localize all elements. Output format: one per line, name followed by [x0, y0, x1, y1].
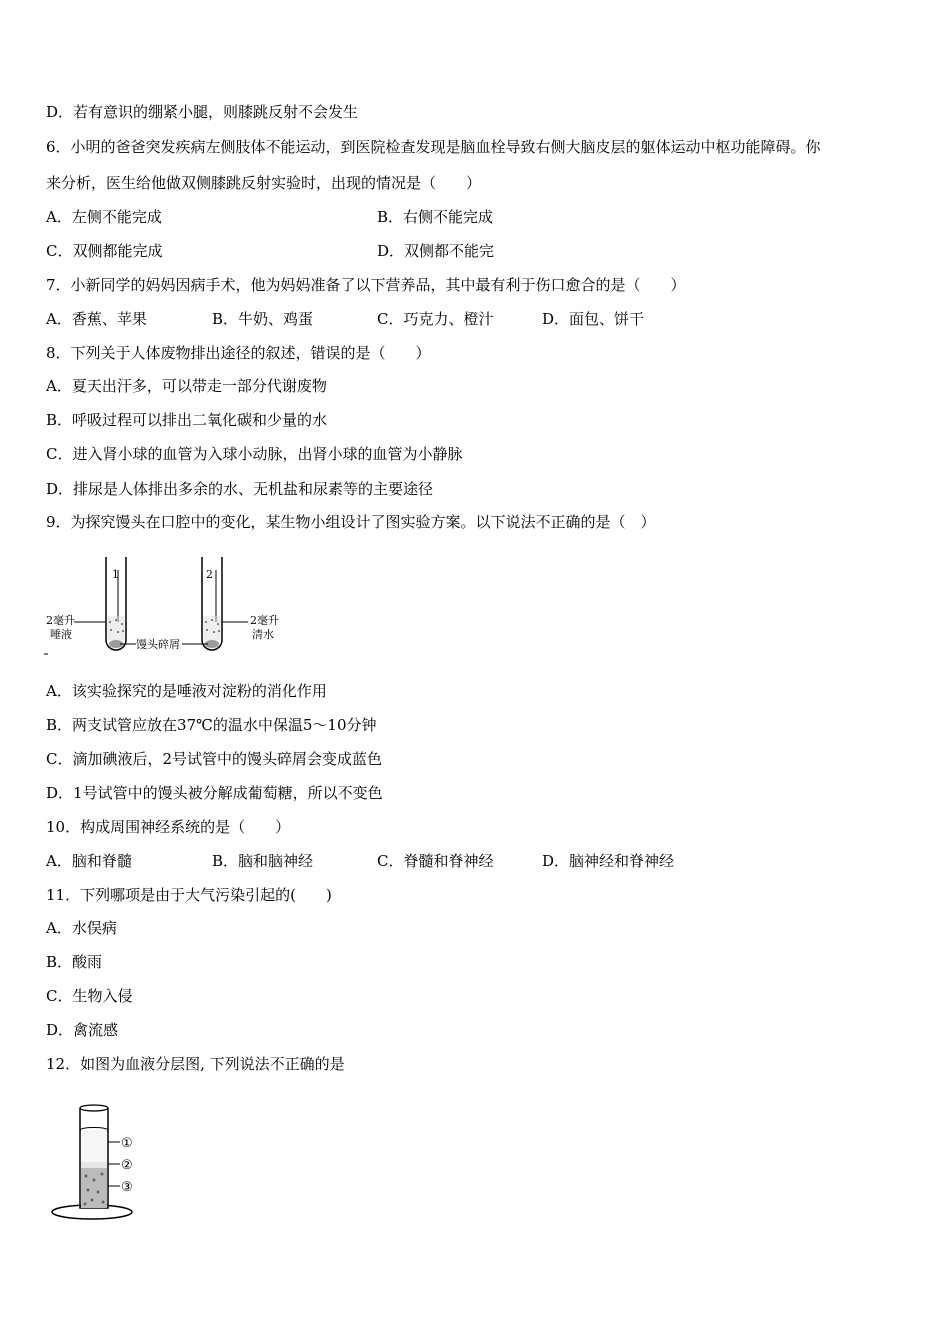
tube-2-number: 2: [206, 568, 213, 581]
question-6-stem-line1: 6．小明的爸爸突发疾病左侧肢体不能运动，到医院检查发现是脑血栓导致右侧大脑皮层的躯体运动中枢功能障碍。你: [46, 138, 821, 156]
question-6-stem-line2: 来分析，医生给他做双侧膝跳反射实验时，出现的情况是（ ）: [46, 174, 482, 192]
question-8-option-c: C．进入肾小球的血管为入球小动脉，出肾小球的血管为小静脉: [46, 445, 463, 463]
question-9-option-b: B．两支试管应放在37℃的温水中保温5～10分钟: [46, 716, 377, 734]
question-9-option-d: D．1号试管中的馒头被分解成葡萄糖，所以不变色: [46, 784, 383, 802]
question-6-option-c: C．双侧都能完成: [46, 242, 163, 260]
bread-crumbs-label: 馒头碎屑: [136, 638, 180, 651]
question-12-stem: 12．如图为血液分层图, 下列说法不正确的是: [46, 1055, 345, 1073]
question-7-option-a: A．香蕉、苹果: [46, 310, 147, 328]
question-11-option-d: D．禽流感: [46, 1021, 119, 1039]
question-9-option-a: A．该实验探究的是唾液对淀粉的消化作用: [46, 682, 327, 700]
question-10-option-c: C．脊髓和脊神经: [377, 852, 494, 870]
question-7-option-b: B．牛奶、鸡蛋: [212, 310, 314, 328]
question-7-option-c: C．巧克力、橙汁: [377, 310, 494, 328]
question-6-option-b: B．右侧不能完成: [377, 208, 494, 226]
question-10-option-a: A．脑和脊髓: [46, 852, 132, 870]
question-6-option-d: D．双侧都不能完: [377, 242, 495, 260]
question-6-option-a: A．左侧不能完成: [46, 208, 162, 226]
water-volume-label: 2毫升: [250, 614, 279, 627]
question-9-stem: 9．为探究馒头在口腔中的变化，某生物小组设计了图实验方案。以下说法不正确的是（ ）: [46, 513, 656, 531]
saliva-volume-label: 2毫升: [46, 614, 75, 627]
layer-3-label: ③: [121, 1180, 133, 1195]
question-8-option-b: B．呼吸过程可以排出二氧化碳和少量的水: [46, 411, 328, 429]
question-11-option-c: C．生物入侵: [46, 987, 133, 1005]
layer-1-label: ①: [121, 1136, 133, 1151]
question-11-option-b: B．酸雨: [46, 953, 103, 971]
water-label: 清水: [252, 628, 274, 641]
question-8-option-a: A．夏天出汗多，可以带走一部分代谢废物: [46, 377, 327, 395]
question-9-option-c: C．滴加碘液后，2号试管中的馒头碎屑会变成蓝色: [46, 750, 383, 768]
question-10-stem: 10．构成周围神经系统的是（ ）: [46, 818, 291, 836]
layer-2-label: ②: [121, 1158, 133, 1173]
question-11-stem: 11．下列哪项是由于大气污染引起的( ): [46, 886, 332, 904]
saliva-label: 唾液: [50, 628, 72, 641]
question-11-option-a: A．水俣病: [46, 919, 117, 937]
question-5-option-d: D．若有意识的绷紧小腿，则膝跳反射不会发生: [46, 103, 359, 121]
question-8-stem: 8．下列关于人体废物排出途径的叙述，错误的是（ ）: [46, 344, 431, 362]
blood-layer-figure: [48, 1096, 158, 1226]
question-7-option-d: D．面包、饼干: [542, 310, 645, 328]
test-tube-experiment-figure: [44, 552, 294, 662]
question-7-stem: 7．小新同学的妈妈因病手术，他为妈妈准备了以下营养品，其中最有利于伤口愈合的是（ ）: [46, 276, 686, 294]
question-8-option-d: D．排尿是人体排出多余的水、无机盐和尿素等的主要途径: [46, 480, 434, 498]
tube-1-number: 1: [112, 568, 119, 581]
question-10-option-d: D．脑神经和脊神经: [542, 852, 675, 870]
question-10-option-b: B．脑和脑神经: [212, 852, 314, 870]
